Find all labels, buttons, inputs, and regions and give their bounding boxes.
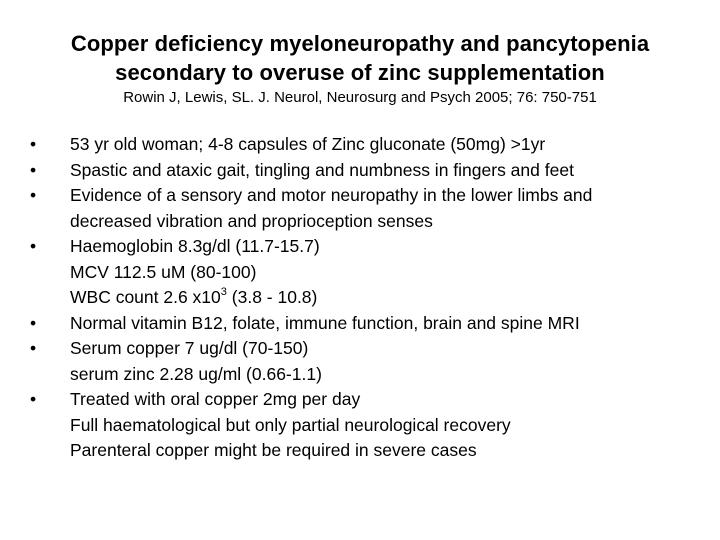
bullet-text: Treated with oral copper 2mg per day [70, 389, 361, 409]
bullet-item [30, 234, 710, 311]
wbc-prefix: WBC count 2.6 x10 [70, 287, 221, 307]
bullet-item [30, 387, 710, 464]
title-line-1: Copper deficiency myeloneuropathy and pancytopenia [70, 31, 650, 56]
bullet-icon: • [30, 159, 37, 180]
bullet-text: Serum copper 7 ug/dl (70-150) [70, 338, 309, 358]
title-line-2: secondary to overuse of zinc supplementation [115, 60, 605, 85]
bullet-item [30, 183, 710, 234]
bullet-icon: • [30, 338, 37, 358]
bullet-text-continued: Full haematological but only partial neurological recovery [70, 414, 511, 435]
bullet-icon: • [30, 312, 37, 333]
bullet-icon: • [30, 389, 37, 409]
bullet-text-continued: decreased vibration and proprioception senses [70, 210, 433, 231]
bullet-icon: • [30, 236, 37, 256]
citation: Rowin J, Lewis, SL. J. Neurol, Neurosurg and Psych 2005; 76: 750-751 [123, 89, 597, 106]
wbc-exponent: 3 [220, 286, 227, 299]
bullet-list [30, 132, 710, 464]
bullet-text: 53 yr old woman; 4-8 capsules of Zinc gluconate (50mg) >1yr [70, 134, 546, 154]
bullet-item [30, 311, 710, 337]
bullet-icon: • [30, 185, 37, 205]
bullet-text: Spastic and ataxic gait, tingling and numbness in fingers and feet [70, 159, 574, 180]
bullet-text-continued: Parenteral copper might be required in severe cases [70, 440, 477, 460]
bullet-item [30, 132, 710, 158]
slide-title [0, 29, 720, 87]
wbc-suffix: (3.8 - 10.8) [226, 287, 318, 307]
bullet-text: Evidence of a sensory and motor neuropathy in the lower limbs and [70, 185, 593, 205]
bullet-item [30, 158, 710, 184]
wbc-count-line [70, 285, 710, 311]
bullet-text-continued: MCV 112.5 uM (80-100) [70, 261, 257, 282]
bullet-icon: • [30, 134, 37, 154]
bullet-text-continued: serum zinc 2.28 ug/ml (0.66-1.1) [70, 363, 322, 384]
bullet-item [30, 336, 710, 387]
bullet-text: Normal vitamin B12, folate, immune function, brain and spine MRI [70, 312, 580, 333]
bullet-text: Haemoglobin 8.3g/dl (11.7-15.7) [70, 236, 320, 256]
